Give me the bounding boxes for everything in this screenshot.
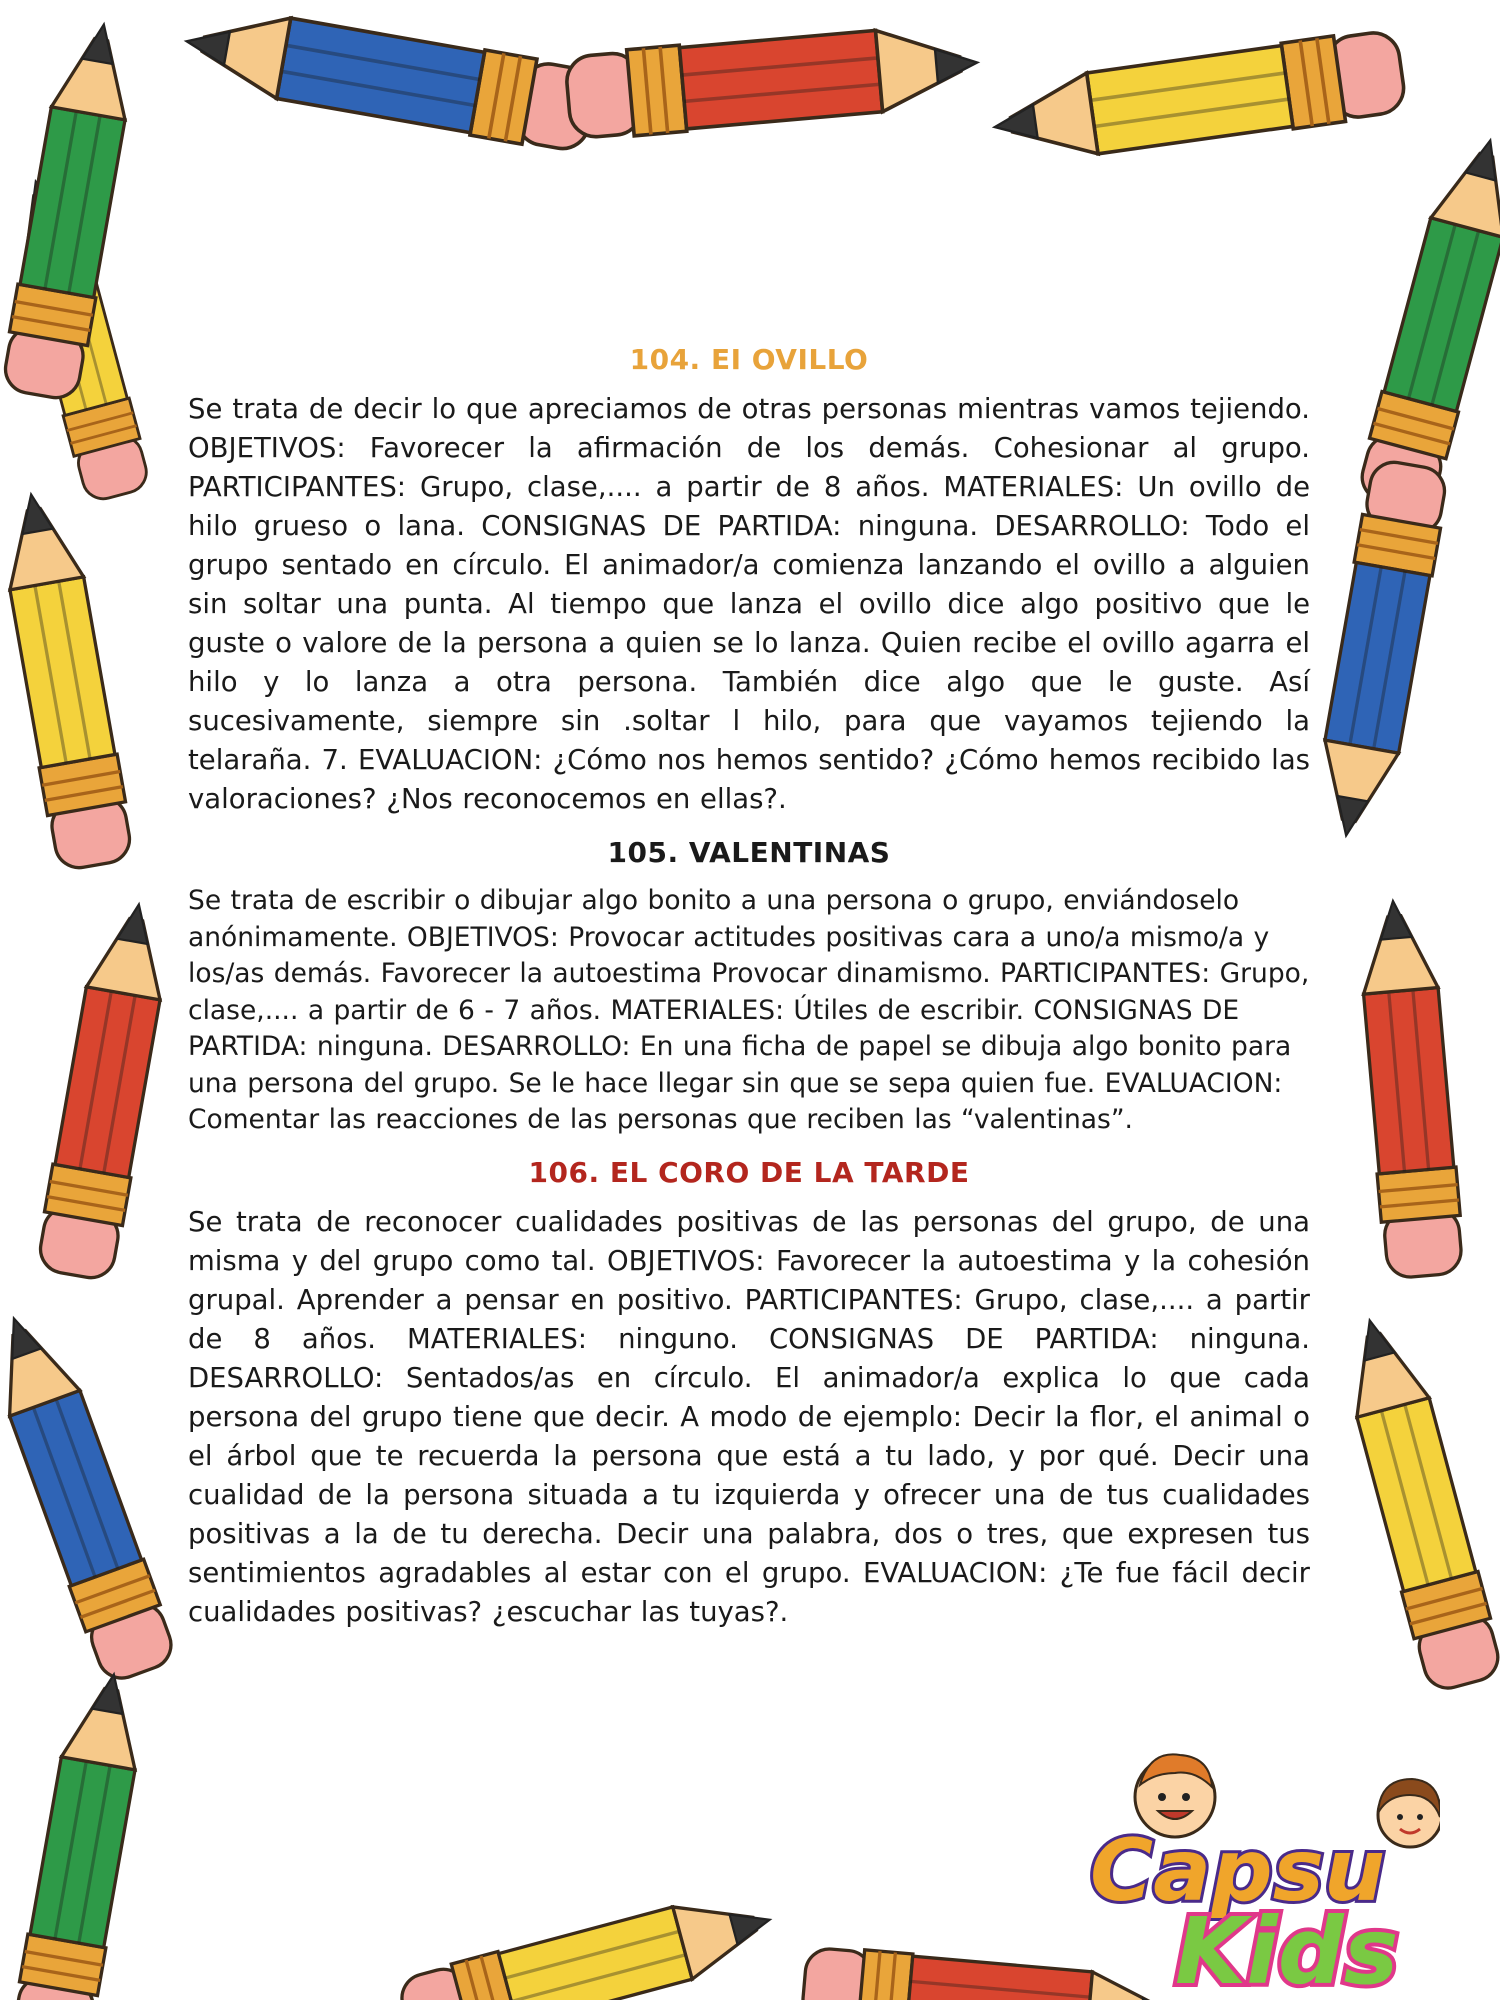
pencil-right-4: [1331, 1310, 1500, 1694]
section-105: [188, 833, 1310, 1139]
pencil-left-5: [0, 1305, 180, 1686]
section-body-104: Se trata de decir lo que apreciamos de otras personas mientras vamos tejiendo. OBJETIVOS: Favorecer la afirmación de los demás. Cohesionar al grupo. PARTICIPANTES: Grupo, clase,.... a partir de 8 años. MATERIALES: Un ovillo de hilo grueso o lana. CONSIGNAS DE PARTIDA: ninguna. DESARROLLO: Todo el grupo sentado en círculo. El animador/a comienza lanzando el ovillo a alguien sin soltar una punta. Al tiempo que lanza el ovillo dice algo positivo que le guste o valore de la persona a quien se lo lanza. Quien recibe el ovillo agarra el hilo y lo lanza a otra persona. También dice algo que le guste. Así sucesivamente, siempre sin .soltar l hilo, para que vayamos tejiendo la telaraña. 7. EVALUACION: ¿Cómo nos hemos sentido? ¿Cómo hemos recibido las valoraciones? ¿Nos reconocemos en ellas?.: [188, 393, 1310, 815]
pencil-right-3: [1354, 898, 1466, 1280]
section-title-106: 106. EL CORO DE LA TARDE: [528, 1155, 970, 1189]
pencil-left-2: [0, 18, 143, 402]
pencil-bottom-1: [396, 1881, 780, 2000]
pencil-top-2: [565, 19, 981, 141]
section-title-104: 104. EI OVILLO: [629, 343, 869, 376]
section-106: [188, 1153, 1310, 1632]
logo-text-kids: Kids: [1175, 1898, 1399, 1995]
pencil-right-1: [1355, 130, 1500, 514]
pencil-left-6: [10, 1668, 153, 2000]
section-104: [188, 340, 1310, 819]
section-title-105: 105. VALENTINAS: [607, 836, 891, 869]
capsu-kids-logo: [1080, 1745, 1440, 1995]
document-content: [188, 340, 1310, 1632]
pencil-top-3: [989, 27, 1407, 170]
section-body-105: Se trata de escribir o dibujar algo bonito a una persona o grupo, enviándoselo anónimamente. OBJETIVOS: Provocar actitudes positivas cara a uno/a mismo/a y los/as demás. Favorecer la autoestima Provocar dinamismo. PARTICIPANTES: Grupo, clase,.... a partir de 6 - 7 años. MATERIALES: Útiles de escribir. CONSIGNAS DE PARTIDA: ninguna. DESARROLLO: En una ficha de papel se dibuja algo bonito para una persona del grupo. Se le hace llegar sin que se sepa quien fue. EVALUACION: Comentar las reacciones de las personas que reciben las “valentinas”.: [188, 885, 1310, 1135]
pencil-left-4: [35, 898, 178, 1282]
logo-text-capsu: Capsu: [1090, 1821, 1386, 1921]
pencil-right-2: [1307, 458, 1450, 842]
section-body-106: Se trata de reconocer cualidades positivas de las personas del grupo, de una misma y del grupo como tal. OBJETIVOS: Favorecer la autoestima y la cohesión grupal. Aprender a pensar en positivo. PARTICIPANTES: Grupo, clase,.... a partir de 8 años. MATERIALES: ninguno. CONSIGNAS DE PARTIDA: ninguna. DESARROLLO: Sentados/as en círculo. El animador/a explica lo que cada persona del grupo tiene que decir. A modo de ejemplo: Decir la flor, el animal o el árbol que te recuerda la persona que está a tu lado, y por qué. Decir una cualidad de la persona situada a tu izquierda y ofrecer una de tus cualidades positivas a la de tu derecha. Decir una palabra, dos o tres, que expresen tus sentimientos agradables al estar con el grupo. EVALUACION: ¿Te fue fácil decir cualidades positivas? ¿escuchar las tuyas?.: [188, 1205, 1310, 1628]
pencil-left-3: [0, 488, 135, 872]
pencil-top-1: [179, 0, 598, 155]
